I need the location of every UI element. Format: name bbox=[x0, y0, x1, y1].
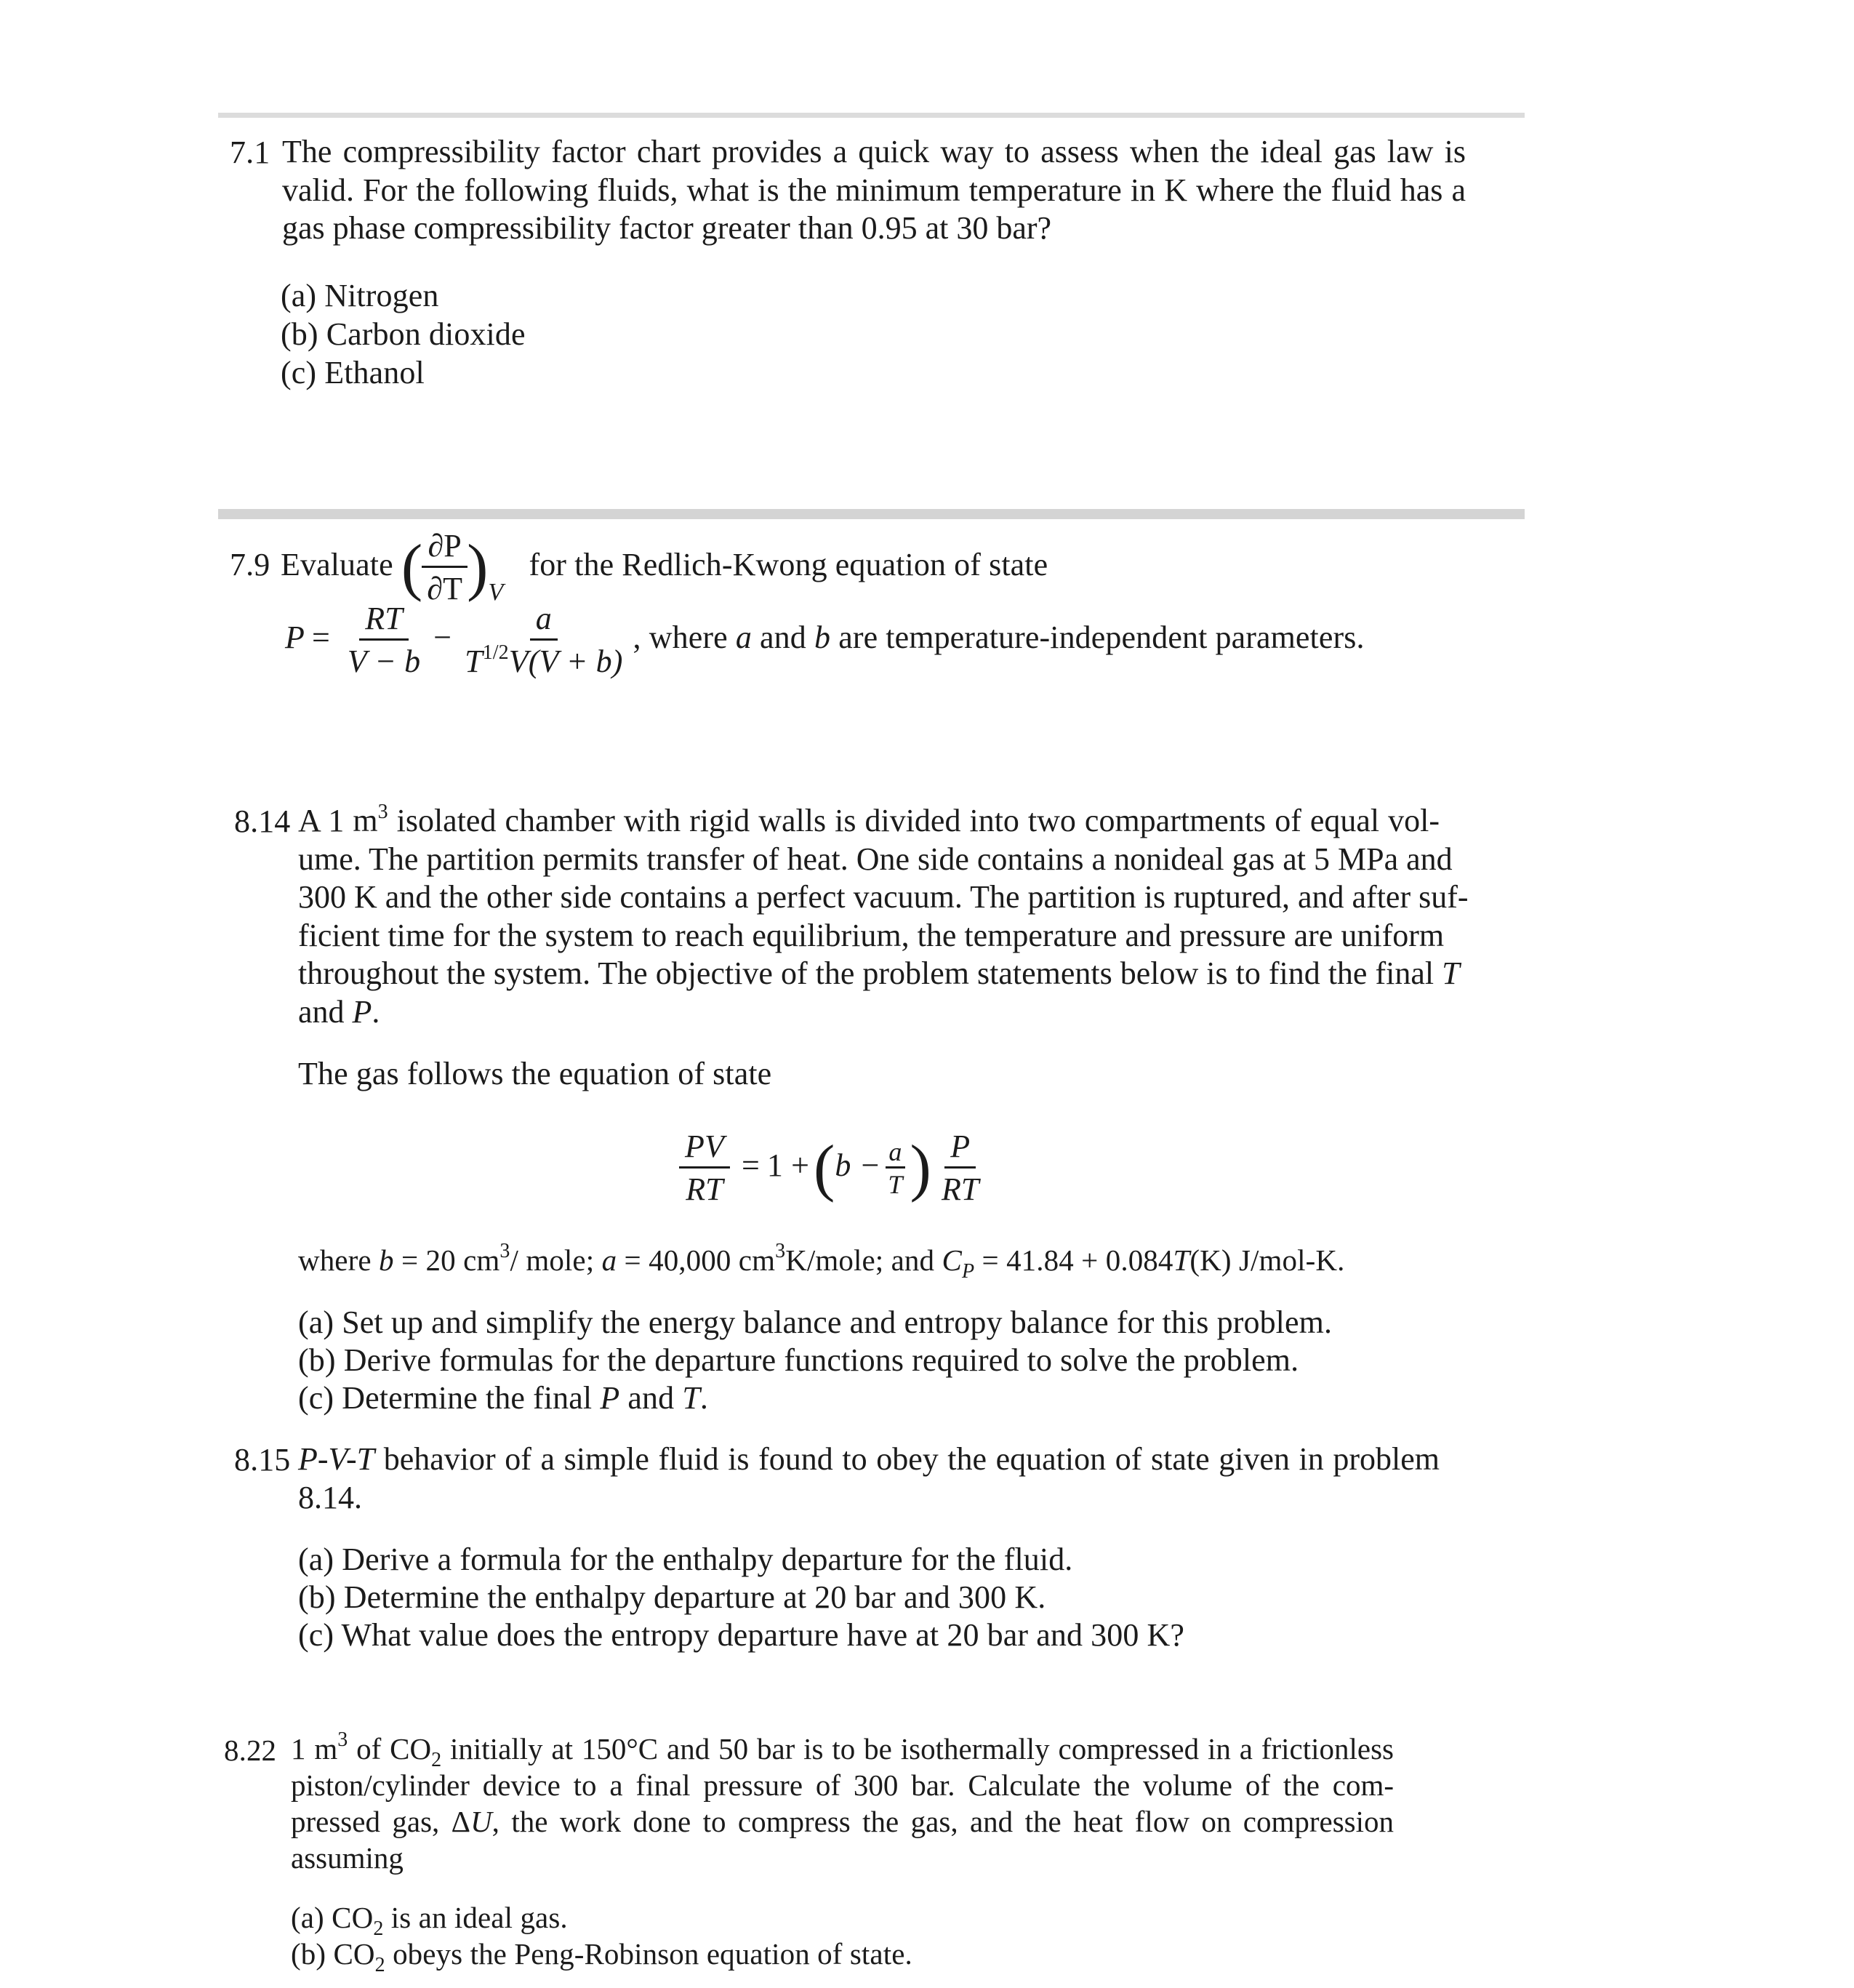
var-c: C bbox=[942, 1243, 962, 1277]
text-line bbox=[298, 1440, 1440, 1479]
problem-text bbox=[298, 1440, 1440, 1517]
text-line bbox=[291, 1803, 1394, 1840]
option-text: (c) Determine the final bbox=[298, 1380, 601, 1416]
where-text: K/mole; and bbox=[785, 1243, 942, 1277]
separator-rule-middle bbox=[218, 509, 1525, 519]
minus-sign: − bbox=[433, 620, 452, 655]
option-item: (b) Derive formulas for the departure functions required to solve the problem. bbox=[298, 1342, 1299, 1378]
line-text: and bbox=[298, 993, 353, 1030]
option-text: (b) CO bbox=[291, 1937, 375, 1971]
text-line: ficient time for the system to reach equilibrium, the temperature and pressure are uniform bbox=[298, 917, 1445, 953]
right-paren: ) bbox=[467, 532, 489, 603]
option-item: (a) Derive a formula for the enthalpy departure for the fluid. bbox=[298, 1542, 1073, 1577]
text-line bbox=[298, 955, 1460, 993]
option-item: (c) What value does the entropy departure have at 20 bar and 300 K? bbox=[298, 1617, 1185, 1653]
line-text: behavior of a simple fluid is found to obey the equation of state given in problem bbox=[374, 1441, 1440, 1477]
var-b: b bbox=[379, 1243, 394, 1277]
cubic-exponent: 3 bbox=[337, 1728, 348, 1751]
term1-denominator: V − b bbox=[347, 644, 421, 680]
one-plus: 1 + bbox=[766, 1147, 810, 1183]
for-text: for the Redlich-Kwong equation of state bbox=[529, 547, 1048, 582]
trailing-post: are temperature-independent parameters. bbox=[830, 620, 1365, 655]
option-text: (a) CO bbox=[291, 1901, 374, 1934]
option-item: (b) Carbon dioxide bbox=[281, 316, 526, 352]
term2-denominator-rest: V(V + b) bbox=[508, 644, 623, 680]
var-p: P bbox=[600, 1380, 620, 1416]
co2-subscript: 2 bbox=[431, 1749, 442, 1771]
text-line: ume. The partition permits transfer of heat. One side contains a nonideal gas at 5 MPa and bbox=[298, 841, 1453, 877]
trailing-a: a bbox=[735, 620, 752, 655]
derivative-numerator: ∂P bbox=[422, 529, 467, 568]
problem-number: 8.22 bbox=[224, 1734, 277, 1767]
line-text: A 1 m bbox=[298, 803, 378, 838]
fraction-rt-over-v-minus-b bbox=[342, 602, 426, 678]
right-paren: ) bbox=[910, 1132, 931, 1203]
term2-denominator bbox=[459, 641, 628, 678]
fraction-pv-over-rt bbox=[679, 1130, 730, 1206]
eq-lhs-numerator: PV bbox=[679, 1130, 730, 1169]
cubic-exponent: 3 bbox=[377, 801, 388, 823]
equals-sign: = bbox=[311, 620, 330, 655]
term2-numerator: a bbox=[530, 602, 558, 641]
cubic-exponent: 3 bbox=[499, 1240, 510, 1262]
text-line: assuming bbox=[291, 1841, 404, 1875]
option-item bbox=[298, 1379, 708, 1418]
where-text: = 20 cm bbox=[393, 1243, 500, 1277]
option-text: obeys the Peng-Robinson equation of state. bbox=[385, 1937, 912, 1971]
var-p: P bbox=[352, 993, 372, 1030]
problem-text bbox=[282, 133, 1466, 248]
text-line: 8.14. bbox=[298, 1479, 362, 1515]
option-item: (b) Determine the enthalpy departure at 20 bar and 300 K. bbox=[298, 1579, 1046, 1615]
where-text: (K) J/mol-K. bbox=[1189, 1243, 1345, 1277]
var-c-subscript-p: P bbox=[961, 1260, 975, 1283]
text-line bbox=[298, 802, 1440, 841]
problem-number: 7.1 bbox=[230, 135, 270, 170]
problem-number: 8.14 bbox=[234, 803, 291, 839]
partial-derivative bbox=[421, 529, 468, 606]
line-text: 1 m bbox=[291, 1732, 338, 1765]
line-text: initially at 150°C and 50 bar is to be isothermally compressed in a frictionless bbox=[441, 1732, 1394, 1765]
b-minus: b − bbox=[835, 1147, 881, 1183]
where-text: where bbox=[298, 1243, 380, 1277]
where-constants-line bbox=[298, 1240, 1345, 1283]
var-u: U bbox=[470, 1805, 492, 1838]
text-line: 300 K and the other side contains a perfect vacuum. The partition is ruptured, and after suf- bbox=[298, 879, 1469, 915]
var-c-subscript bbox=[962, 1260, 974, 1283]
gas-follows-text: The gas follows the equation of state bbox=[298, 1056, 772, 1091]
eq-lhs-denominator: RT bbox=[686, 1171, 723, 1208]
text-line bbox=[291, 1728, 1394, 1771]
p-numerator: P bbox=[944, 1130, 976, 1169]
fraction-p-over-rt bbox=[936, 1130, 985, 1206]
separator-rule-top bbox=[218, 113, 1525, 118]
option-item: (c) Ethanol bbox=[281, 355, 425, 390]
text-line: gas phase compressibility factor greater than 0.95 at 30 bar? bbox=[282, 210, 1052, 246]
equals-sign: = bbox=[741, 1147, 760, 1183]
var-t: T bbox=[1442, 955, 1460, 991]
term1-numerator: RT bbox=[359, 602, 409, 641]
derivative-subscript: V bbox=[488, 579, 504, 606]
line-text: . bbox=[372, 993, 380, 1030]
term2-denominator-t: T bbox=[465, 644, 483, 680]
where-text: = 40,000 cm bbox=[617, 1243, 776, 1277]
fraction-a-over-t bbox=[885, 1139, 905, 1198]
problem-text bbox=[291, 1728, 1394, 1876]
text-line: valid. For the following fluids, what is the minimum temperature in K where the fluid has a bbox=[282, 172, 1466, 208]
where-text: = 41.84 + 0.084 bbox=[974, 1243, 1173, 1277]
problem-text bbox=[298, 801, 1469, 1031]
equation-of-state bbox=[675, 1126, 990, 1213]
pvt-label: P-V-T bbox=[298, 1441, 375, 1477]
text-line: piston/cylinder device to a final pressure of 300 bar. Calculate the volume of the com- bbox=[291, 1768, 1394, 1802]
a-numerator: a bbox=[886, 1139, 904, 1169]
line-text: isolated chamber with rigid walls is divided into two compartments of equal vol- bbox=[388, 803, 1440, 838]
where-text: / mole; bbox=[510, 1243, 602, 1277]
co2-subscript: 2 bbox=[374, 1954, 385, 1976]
equation-lhs: P bbox=[285, 620, 305, 655]
var-a: a bbox=[601, 1243, 617, 1277]
option-item: (a) Nitrogen bbox=[281, 278, 439, 313]
var-t: T bbox=[682, 1380, 700, 1416]
trailing-pre: , where bbox=[633, 620, 736, 655]
text-line: The compressibility factor chart provides a quick way to assess when the ideal gas law is bbox=[282, 134, 1466, 169]
option-item bbox=[291, 1898, 568, 1940]
t-denominator: T bbox=[888, 1170, 903, 1200]
left-paren: ( bbox=[814, 1132, 835, 1203]
option-item: (a) Set up and simplify the energy balance and entropy balance for this problem. bbox=[298, 1304, 1333, 1340]
term2-denominator-exponent: 1/2 bbox=[482, 641, 509, 665]
evaluate-line bbox=[281, 522, 1048, 608]
evaluate-label: Evaluate bbox=[281, 547, 393, 582]
trailing-and: and bbox=[751, 620, 814, 655]
problem-number: 8.15 bbox=[234, 1442, 291, 1478]
left-paren: ( bbox=[401, 532, 423, 603]
line-text: of CO bbox=[348, 1732, 432, 1765]
option-item bbox=[291, 1934, 912, 1976]
cubic-exponent: 3 bbox=[775, 1240, 786, 1262]
redlich-kwong-equation bbox=[285, 598, 1365, 685]
line-text: throughout the system. The objective of the problem statements below is to find the final bbox=[298, 955, 1442, 991]
line-text: pressed gas, Δ bbox=[291, 1805, 471, 1838]
co2-subscript: 2 bbox=[373, 1917, 384, 1940]
option-text: and bbox=[619, 1380, 683, 1416]
fraction-a-over-t-v bbox=[459, 602, 628, 678]
line-text: , the work done to compress the gas, and the heat flow on compression bbox=[491, 1805, 1394, 1838]
text-line bbox=[298, 993, 1440, 1032]
option-text: is an ideal gas. bbox=[383, 1901, 568, 1934]
problem-number: 7.9 bbox=[230, 547, 270, 582]
var-t: T bbox=[1173, 1243, 1190, 1277]
rt-denominator: RT bbox=[941, 1171, 979, 1208]
option-text: . bbox=[699, 1380, 709, 1416]
derivative-denominator: ∂T bbox=[427, 571, 463, 607]
trailing-b: b bbox=[814, 620, 831, 655]
